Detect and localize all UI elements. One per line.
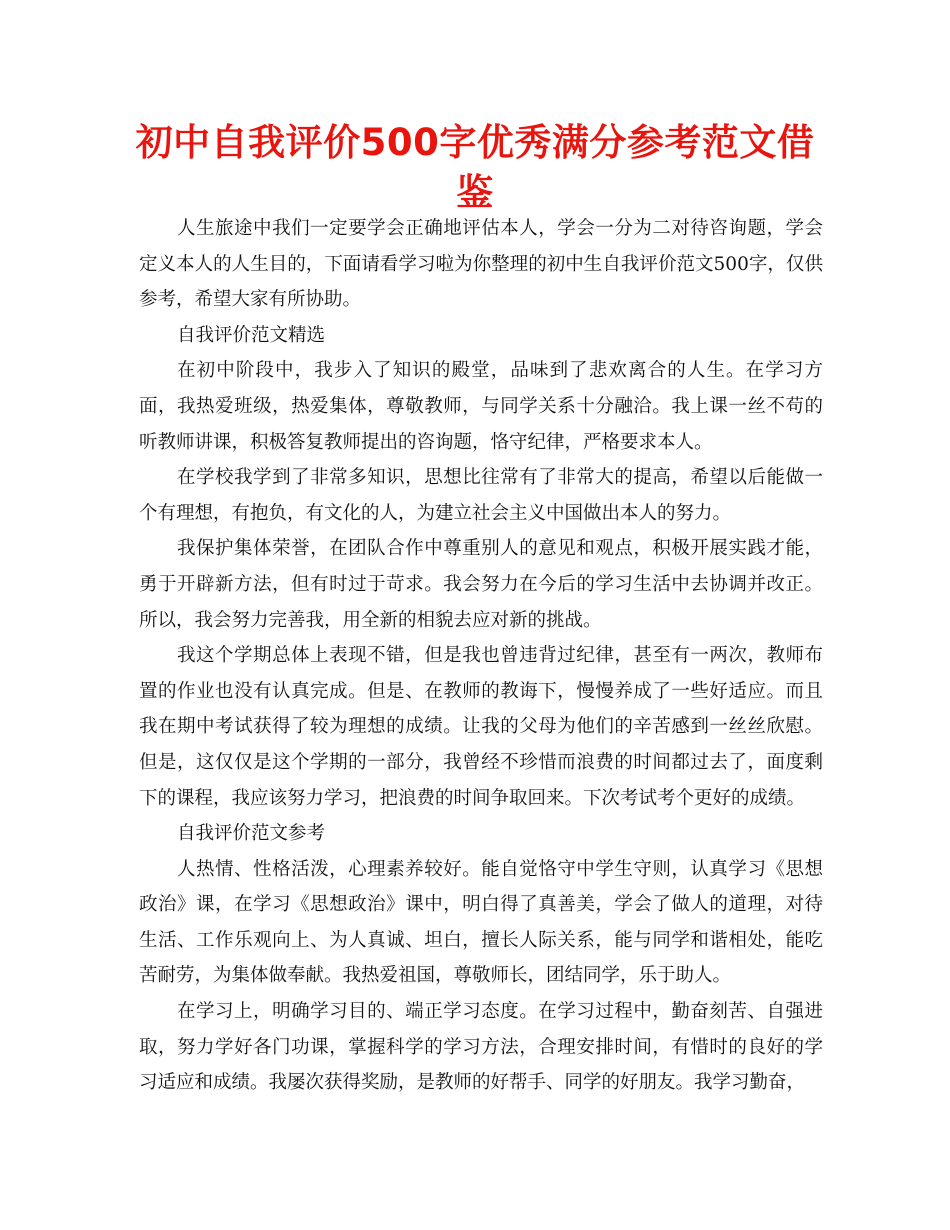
section-heading-selected-samples: 自我评价范文精选	[177, 324, 326, 346]
document-body	[139, 211, 823, 1101]
intro-paragraph: 人生旅途中我们一定要学会正确地评估本人，学会一分为二对待咨询题，学会定义本人的人生目的，下面请看学习啦为你整理的初中生自我评价范文500字，仅供参考，希望大家有所协助。	[139, 218, 823, 311]
paragraph: 在学习上，明确学习目的、端正学习态度。在学习过程中，勤奋刻苦、自强进取，努力学好各门功课，掌握科学的学习方法，合理安排时间，有惜时的良好的学习适应和成绩。我屡次获得奖励，是教师的好帮手、同学的好朋友。我学习勤奋，	[139, 1001, 823, 1094]
paragraph: 在初中阶段中，我步入了知识的殿堂，品味到了悲欢离合的人生。在学习方面，我热爱班级，热爱集体，尊敬教师，与同学关系十分融洽。我上课一丝不苟的听教师讲课，积极答复教师提出的咨询题，恪守纪律，严格要求本人。	[139, 360, 823, 453]
paragraph: 人热情、性格活泼，心理素养较好。能自觉恪守中学生守则，认真学习《思想政治》课，在学习《思想政治》课中，明白得了真善美，学会了做人的道理，对待生活、工作乐观向上、为人真诚、坦白，擅长人际关系，能与同学和谐相处，能吃苦耐劳，为集体做奉献。我热爱祖国，尊敬师长，团结同学，乐于助人。	[139, 858, 823, 987]
section-heading-reference-samples: 自我评价范文参考	[177, 823, 326, 845]
paragraph: 在学校我学到了非常多知识，思想比往常有了非常大的提高，希望以后能做一个有理想，有抱负，有文化的人，为建立社会主义中国做出本人的努力。	[139, 467, 823, 524]
paragraph: 我这个学期总体上表现不错，但是我也曾违背过纪律，甚至有一两次，教师布置的作业也没有认真完成。但是、在教师的教诲下，慢慢养成了一些好适应。而且我在期中考试获得了较为理想的成绩。让我的父母为他们的辛苦感到一丝丝欣慰。但是，这仅仅是这个学期的一部分，我曾经不珍惜而浪费的时间都过去了，面度剩下的课程，我应该努力学习，把浪费的时间争取回来。下次考试考个更好的成绩。	[139, 645, 823, 809]
document-title: 初中自我评价500字优秀满分参考范文借鉴	[135, 121, 815, 214]
paragraph: 我保护集体荣誉，在团队合作中尊重别人的意见和观点，积极开展实践才能，勇于开辟新方法，但有时过于苛求。我会努力在今后的学习生活中去协调并改正。所以，我会努力完善我，用全新的相貌去应对新的挑战。	[139, 538, 823, 631]
